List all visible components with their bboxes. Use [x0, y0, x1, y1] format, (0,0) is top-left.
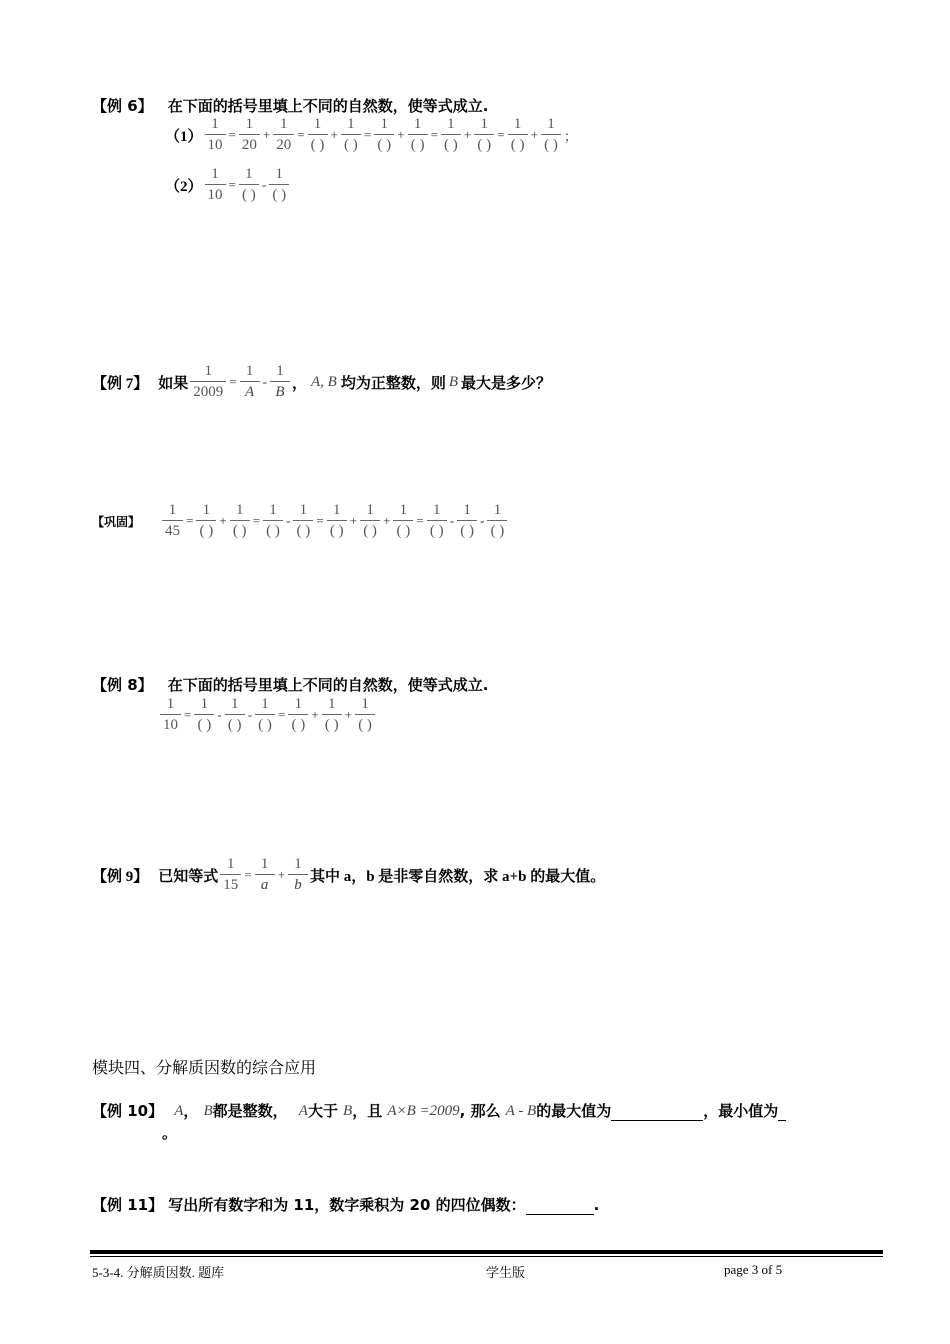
fraction: $\frac{1}{10}$ — [205, 167, 226, 203]
example-label: 【巩固】 — [92, 514, 141, 529]
fraction: $\frac{1}{( )}$ — [487, 503, 507, 539]
fraction: $\frac{1}{( )}$ — [239, 167, 259, 203]
answer-blank[interactable] — [611, 1106, 703, 1121]
answer-blank[interactable] — [778, 1106, 786, 1121]
fraction: $\frac{1}{B}$ — [270, 364, 290, 400]
fraction: $\frac{1}{A}$ — [240, 364, 260, 400]
footer-center: 学生版 — [486, 1265, 526, 1280]
example-11: 【例 11】 写出所有数字和为 11，数字乘积为 20 的四位偶数： . — [92, 1195, 600, 1214]
fraction: $\frac{1}{( )}$ — [269, 167, 289, 203]
fraction: $\frac{1}{20}$ — [273, 117, 294, 153]
example-8 — [92, 674, 488, 695]
section-heading: 模块四、分解质因数的综合应用 — [92, 1058, 317, 1077]
part-label: （2） — [165, 178, 203, 195]
fraction: $\frac{1}{( )}$ — [341, 117, 361, 153]
footer-rule — [90, 1256, 883, 1257]
fraction: $\frac{1}{( )}$ — [393, 503, 413, 539]
fraction: $\frac{1}{( )}$ — [196, 503, 216, 539]
fraction: $\frac{1}{( )}$ — [230, 503, 250, 539]
fraction: $\frac{1}{2009}$ — [190, 364, 226, 400]
fraction: $\frac{1}{45}$ — [162, 503, 183, 539]
example-10-end: 。 — [162, 1124, 178, 1142]
fraction: $\frac{1}{( )}$ — [408, 117, 428, 153]
equation-6-2: （2） $\frac{1}{10}$ = $\frac{1}{( )}$ - $\frac{1}{( )}$ — [165, 167, 291, 203]
fraction: $\frac{1}{10}$ — [205, 117, 226, 153]
consolidation: 【巩固】 $\frac{1}{45}$ = $\frac{1}{( )}$ + $\frac{1}{( )}$ = $\frac{1}{( )}$ - $\frac{1}{( )}$ = $\frac{1}{( )}$ + $\frac{1}{( )}$ + $\frac{1}{( )}$ = $\frac{1}{( )}$ - $\frac{1}{( )}$ - $\frac{1}{( )}$ — [92, 503, 509, 539]
example-9: 【例 9】 已知等式 $\frac{1}{15}$ = $\frac{1}{a}$ + $\frac{1}{b}$ 其中 a，b 是非零自然数，求 a+b 的最大值。 — [92, 856, 606, 893]
fraction: $\frac{1}{15}$ — [220, 857, 241, 893]
fraction: $\frac{1}{20}$ — [239, 117, 260, 153]
fraction: $\frac{1}{( )}$ — [288, 697, 308, 733]
fraction: $\frac{1}{( )}$ — [457, 503, 477, 539]
example-label: 【例 6】 — [92, 97, 153, 115]
example-label: 【例 7】 — [92, 375, 149, 392]
fraction: $\frac{1}{( )}$ — [293, 503, 313, 539]
fraction: $\frac{1}{( )}$ — [427, 503, 447, 539]
fraction: $\frac{1}{( )}$ — [441, 117, 461, 153]
fraction: $\frac{1}{( )}$ — [474, 117, 494, 153]
fraction: $\frac{1}{( )}$ — [327, 503, 347, 539]
example-label: 【例 9】 — [92, 868, 149, 885]
example-10: 【例 10】 A， B都是整数， A大于 B，且 A×B =2009, 那么 A - B的最大值为 ，最小值为 — [92, 1100, 786, 1121]
fraction: $\frac{1}{( )}$ — [374, 117, 394, 153]
example-text: 写出所有数字和为 11，数字乘积为 20 的四位偶数： — [168, 1196, 526, 1214]
example-text: 在下面的括号里填上不同的自然数，使等式成立. — [167, 676, 489, 694]
example-label: 【例 11】 — [92, 1196, 164, 1214]
equation-6-1: （1） $\frac{1}{10}$ = $\frac{1}{20}$ + $\frac{1}{20}$ = $\frac{1}{( )}$ + $\frac{1}{( )}$ = $\frac{1}{( )}$ + $\frac{1}{( )}$ = $\frac{1}{( )}$ + $\frac{1}{( )}$ = $\frac{1}{( )}$ + $\frac{1}{( )}$ ； — [165, 116, 577, 153]
fraction: $\frac{1}{( )}$ — [308, 117, 328, 153]
fraction: $\frac{1}{( )}$ — [263, 503, 283, 539]
fraction: $\frac{1}{( )}$ — [541, 117, 561, 153]
fraction: $\frac{1}{10}$ — [160, 697, 181, 733]
part-label: （1） — [165, 128, 203, 145]
answer-blank[interactable] — [526, 1200, 594, 1215]
equation-8: $\frac{1}{10}$ = $\frac{1}{( )}$ - $\frac{1}{( )}$ - $\frac{1}{( )}$ = $\frac{1}{( )}$ + $\frac{1}{( )}$ + $\frac{1}{( )}$ — [158, 697, 377, 733]
fraction: $\frac{1}{( )}$ — [255, 697, 275, 733]
footer-left: 5-3-4. 分解质因数. 题库 — [92, 1265, 225, 1280]
footer-rule — [90, 1250, 883, 1254]
fraction: $\frac{1}{( )}$ — [322, 697, 342, 733]
example-text: 在下面的括号里填上不同的自然数，使等式成立. — [167, 97, 489, 115]
fraction: $\frac{1}{( )}$ — [360, 503, 380, 539]
fraction: $\frac{1}{b}$ — [288, 857, 308, 893]
example-label: 【例 8】 — [92, 676, 153, 694]
footer-page-number: page 3 of 5 — [724, 1262, 783, 1277]
fraction: $\frac{1}{( )}$ — [225, 697, 245, 733]
example-7: 【例 7】 如果 $\frac{1}{2009}$ = $\frac{1}{A}$ - $\frac{1}{B}$ ， A, B 均为正整数，则 B 最大是多少？ — [92, 363, 552, 400]
example-6 — [92, 95, 488, 116]
fraction: $\frac{1}{a}$ — [255, 857, 275, 893]
fraction: $\frac{1}{( )}$ — [194, 697, 214, 733]
example-label: 【例 10】 — [92, 1102, 164, 1120]
fraction: $\frac{1}{( )}$ — [508, 117, 528, 153]
fraction: $\frac{1}{( )}$ — [355, 697, 375, 733]
